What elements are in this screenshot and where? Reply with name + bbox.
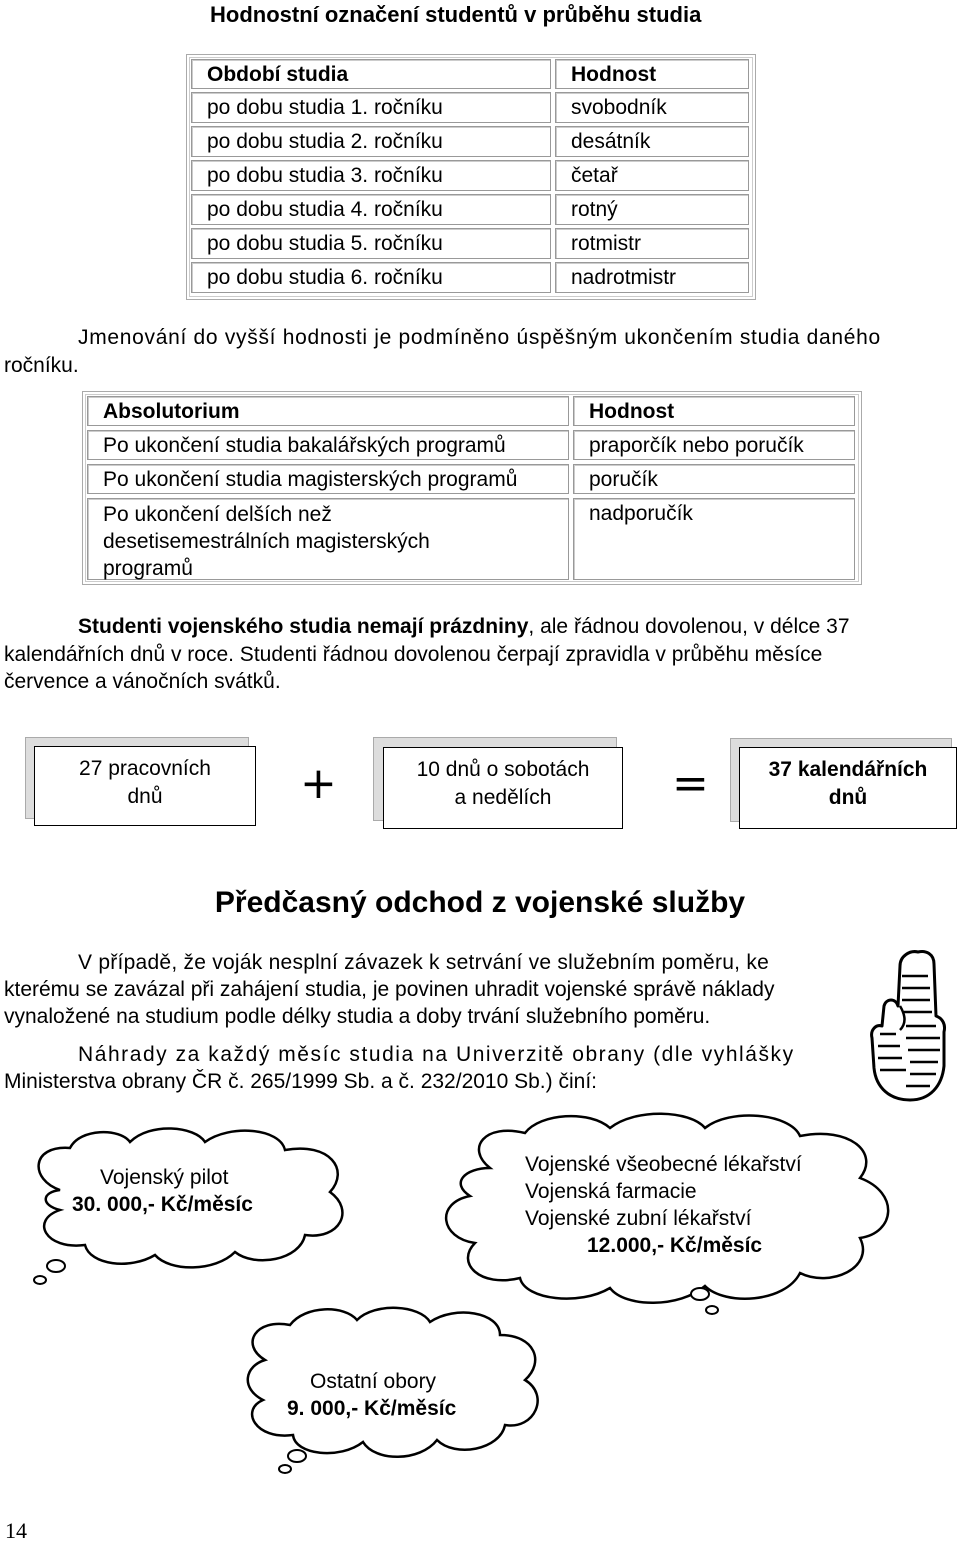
medicine-amount: 12.000,- Kč/měsíc: [587, 1234, 763, 1257]
early-leave-p1-line2: kterému se zavázal při zahájení studia, je povinen uhradit vojenské správě náklady: [4, 978, 775, 1001]
graduation-header-rank: Hodnost: [573, 396, 855, 426]
calendar-days-line2: dnů: [828, 786, 868, 809]
table-row-rank: nadporučík: [573, 498, 855, 580]
weekend-days-box: [383, 747, 623, 829]
table-row-rank: poručík: [573, 464, 855, 494]
medicine-line1: Vojenské všeobecné lékařství: [525, 1153, 802, 1176]
section-heading: Předčasný odchod z vojenské služby: [214, 886, 746, 919]
table-row-period: po dobu studia 5. ročníku: [191, 228, 551, 259]
pointing-finger-icon: [866, 946, 950, 1106]
rank-table-header-period: Období studia: [191, 59, 551, 89]
table-row-rank: praporčík nebo poručík: [573, 430, 855, 460]
table-row-period: po dobu studia 1. ročníku: [191, 92, 551, 123]
graduation-table: [82, 391, 862, 585]
equals-sign: =: [672, 758, 709, 809]
calendar-days-box: [739, 747, 957, 829]
table-row-rank: svobodník: [555, 92, 749, 123]
table-row-program: Po ukončení studia magisterských programů: [87, 464, 569, 494]
working-days-line2: dnů: [127, 785, 163, 808]
vacation-bold-lead: Studenti vojenského studia nemají prázdniny: [78, 615, 529, 638]
other-label: Ostatní obory: [310, 1370, 437, 1393]
rank-table: [186, 54, 756, 300]
weekend-days-line2: a nedělích: [454, 786, 552, 809]
calendar-days-line1: 37 kalendářních: [768, 758, 928, 781]
weekend-days-line1: 10 dnů o sobotách: [416, 758, 590, 781]
vacation-line2: kalendářních dnů v roce. Studenti řádnou dovolenou čerpají zpravidla v průběhu měsíce: [4, 643, 823, 666]
promotion-note-line2: ročníku.: [4, 354, 79, 377]
graduation-header-absolutorium: Absolutorium: [87, 396, 569, 426]
vacation-rest: , ale řádnou dovolenou, v délce 37: [528, 615, 850, 638]
medicine-line3: Vojenské zubní lékařství: [525, 1207, 752, 1230]
pilot-amount: 30. 000,- Kč/měsíc: [72, 1193, 253, 1216]
table-row-period: po dobu studia 4. ročníku: [191, 194, 551, 225]
early-leave-p2-line1: Náhrady za každý měsíc studia na Univerzitě obrany (dle vyhlášky: [78, 1043, 795, 1066]
page-title: Hodnostní označení studentů v průběhu studia: [210, 2, 702, 27]
table-row-rank: desátník: [555, 126, 749, 157]
early-leave-p1-line3: vynaložené na studium podle délky studia a doby trvání služebního poměru.: [4, 1005, 711, 1028]
promotion-note-line1: Jmenování do vyšší hodnosti je podmíněno úspěšným ukončením studia daného: [78, 326, 881, 349]
table-row-program: Po ukončení delších než desetisemestrálních magisterských programů: [87, 498, 569, 580]
early-leave-p2-line2: Ministerstva obrany ČR č. 265/1999 Sb. a č. 232/2010 Sb.) činí:: [4, 1070, 597, 1093]
page-number: 14: [5, 1518, 27, 1543]
table-row-program: Po ukončení studia bakalářských programů: [87, 430, 569, 460]
table-row-period: po dobu studia 2. ročníku: [191, 126, 551, 157]
table-row-rank: četař: [555, 160, 749, 191]
other-amount: 9. 000,- Kč/měsíc: [287, 1397, 457, 1420]
working-days-line1: 27 pracovních: [79, 757, 211, 780]
table-row-rank: nadrotmistr: [555, 262, 749, 293]
table-row-period: po dobu studia 3. ročníku: [191, 160, 551, 191]
medicine-line2: Vojenská farmacie: [525, 1180, 697, 1203]
table-row-period: po dobu studia 6. ročníku: [191, 262, 551, 293]
rank-table-header-rank: Hodnost: [555, 59, 749, 89]
early-leave-p1-line1: V případě, že voják nesplní závazek k setrvání ve služebním poměru, ke: [78, 951, 770, 974]
vacation-line1: [78, 613, 958, 640]
plus-sign: +: [300, 758, 337, 809]
table-row-rank: rotmistr: [555, 228, 749, 259]
table-row-rank: rotný: [555, 194, 749, 225]
working-days-box: [34, 746, 256, 826]
pilot-label: Vojenský pilot: [100, 1166, 229, 1189]
vacation-line3: července a vánočních svátků.: [4, 670, 281, 693]
